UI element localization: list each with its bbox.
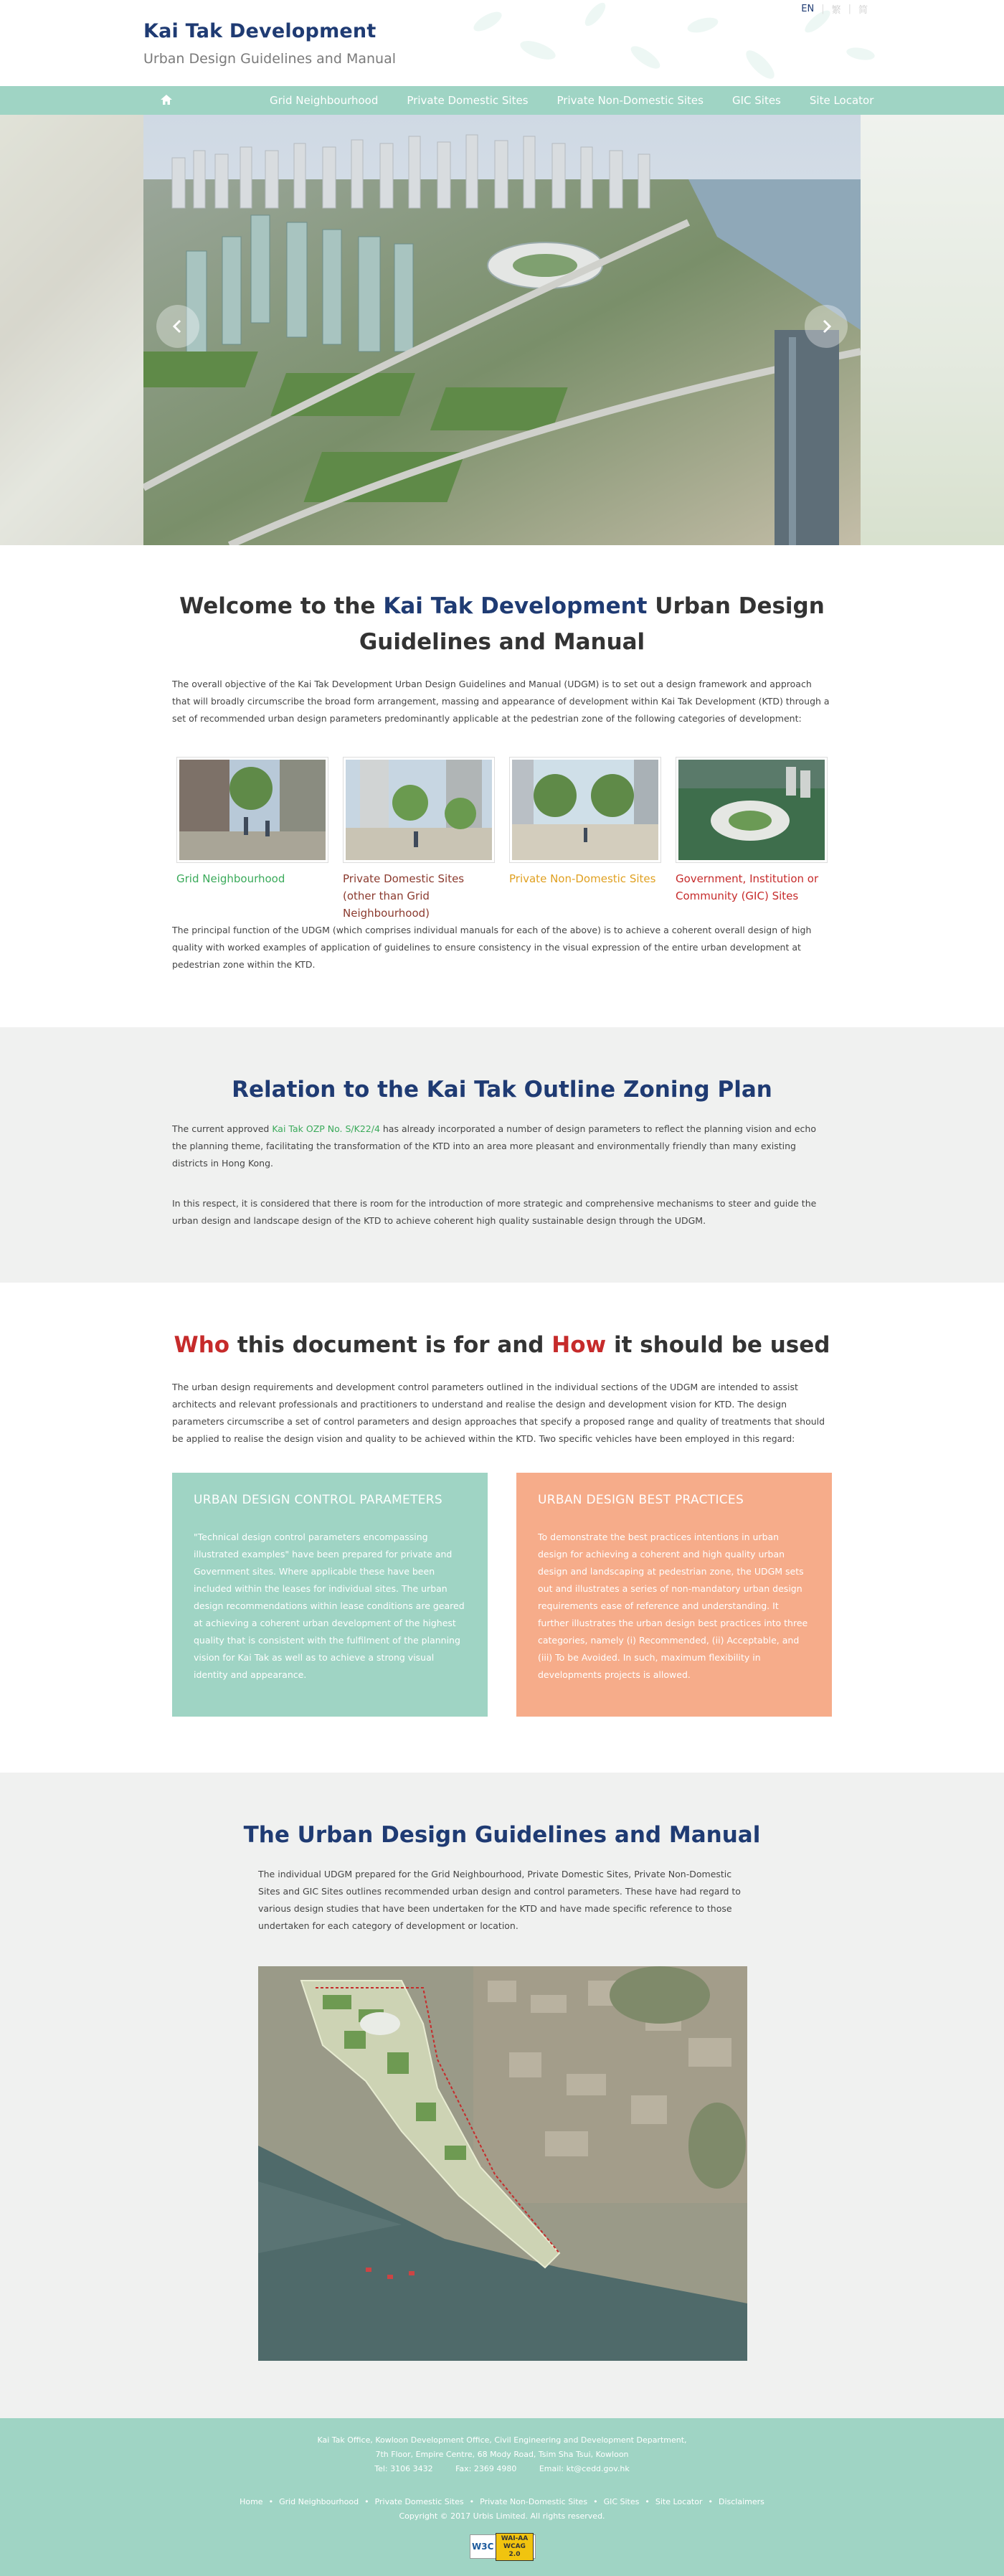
welcome-heading — [0, 588, 1004, 660]
footer-fax: Fax: 2369 4980 — [455, 2464, 517, 2473]
footer-link-grid-neighbourhood[interactable]: Grid Neighbourhood — [279, 2497, 359, 2506]
grid-neighbourhood-image — [179, 760, 326, 860]
control-parameters-box — [172, 1473, 488, 1717]
relation-section — [0, 1027, 1004, 1283]
lang-en-link[interactable]: EN — [801, 4, 815, 14]
footer-link-gic-sites[interactable]: GIC Sites — [603, 2497, 640, 2506]
best-practices-title: URBAN DESIGN BEST PRACTICES — [538, 1493, 744, 1507]
lang-divider: | — [848, 4, 851, 14]
category-image[interactable] — [343, 757, 495, 863]
kai-tak-site-map-image — [258, 1966, 747, 2361]
nav-item-private-domestic[interactable]: Private Domestic Sites — [407, 94, 529, 107]
main-nav — [0, 86, 1004, 115]
relation-paragraph-1 — [172, 1120, 832, 1172]
category-card-private-non-domestic[interactable] — [509, 757, 661, 922]
footer-email[interactable]: Email: kt@cedd.gov.hk — [539, 2464, 630, 2473]
relation-heading — [0, 1072, 1004, 1108]
hero-carousel — [0, 115, 1004, 545]
welcome-intro-text: The overall objective of the Kai Tak Development Urban Design Guidelines and Manual (UDGM) is to set out a design framework and approach that will broadly circumscribe the broad form arrangement, massing and appearance of development within Kai Tak Development (KTD) through a set of recommended urban design parameters predominantly applicable at the pedestrian zone of the following categories of development: — [172, 679, 830, 724]
who-intro-text: The urban design requirements and development control parameters outlined in the individual sections of the UDGM are intended to assist architects and relevant professionals and practitioners to understand and realise the design and development vision for KTD. The design parameters circumscribe a set of control parameters and design approaches that specify a proposed range and quality of treatments that should be applied to realise the design vision and quality to be achieved within the KTD. Two specific vehicles have been employed in this regard: — [172, 1382, 825, 1444]
udgm-section — [0, 1773, 1004, 2418]
category-image[interactable] — [676, 757, 828, 863]
relation-heading-text: Relation to the Kai Tak Outline Zoning Plan — [232, 1077, 772, 1103]
footer-separator: • — [593, 2497, 598, 2506]
who-heading-who: Who — [174, 1332, 230, 1358]
hero-fade-right — [861, 115, 1004, 545]
wcag-label: WAI-AA WCAG 2.0 — [496, 2533, 534, 2561]
chevron-left-icon — [170, 319, 186, 334]
lang-divider: | — [821, 4, 825, 14]
welcome-outro-text: The principal function of the UDGM (which comprises individual manuals for each of the above) is to achieve a coherent overall design of high quality with worked examples of application of guidelines to ensure consistency in the visual expression of the entire urban development at pedestrian zone within the KTD. — [172, 925, 812, 970]
control-parameters-text: "Technical design control parameters encompassing illustrated examples" have been prepared for private and Government sites. Where applicable these have been included within the leases for individual sites. The urban design recommendations within lease conditions are geared at achieving a coherent urban development of the highest quality that is consistent with the fulfilment of the planning vision for Kai Tak as well as to achieve a strong visual identity and appearance. — [194, 1532, 465, 1680]
hero-aerial-rendering — [143, 115, 861, 545]
footer-links — [0, 2497, 1004, 2506]
who-heading-mid: this document is for and — [229, 1332, 552, 1358]
welcome-heading-pre: Welcome to the — [179, 593, 384, 619]
wcag-badge[interactable] — [470, 2534, 536, 2559]
nav-item-private-non-domestic[interactable]: Private Non-Domestic Sites — [557, 94, 704, 107]
brand[interactable] — [143, 20, 396, 67]
hero-fade-left — [0, 115, 143, 545]
footer-link-private-domestic[interactable]: Private Domestic Sites — [374, 2497, 464, 2506]
private-domestic-image — [346, 760, 492, 860]
nav-item-grid-neighbourhood[interactable]: Grid Neighbourhood — [270, 94, 379, 107]
footer-copyright: Copyright © 2017 Urbis Limited. All rights reserved. — [399, 2511, 605, 2521]
category-card-gic-sites[interactable] — [676, 757, 828, 922]
category-thumbnails — [176, 757, 828, 922]
category-label-gic-sites[interactable]: Government, Institution or Community (GIC) Sites — [676, 872, 819, 902]
footer-separator: • — [708, 2497, 713, 2506]
udgm-heading-text: The Urban Design Guidelines and Manual — [243, 1822, 761, 1848]
site-footer — [0, 2418, 1004, 2576]
udgm-text: The individual UDGM prepared for the Grid Neighbourhood, Private Domestic Sites, Private Non-Domestic Sites and GIC Sites outlines recommended urban design and control parameters. These have had regard to various design studies that have been undertaken for the KTD and have made specific reference to those undertaken for each category of development or location. — [258, 1869, 741, 1931]
who-heading-post: it should be used — [606, 1332, 830, 1358]
footer-tel: Tel: 3106 3432 — [374, 2464, 433, 2473]
category-card-grid-neighbourhood[interactable] — [176, 757, 328, 922]
category-image[interactable] — [509, 757, 661, 863]
category-label-private-non-domestic[interactable]: Private Non-Domestic Sites — [509, 872, 656, 885]
relation-p1-post: has already incorporated a number of design parameters to reflect the planning vision and echo the planning theme, facilitating the transformation of the KTD into an area more pleasant and environmentally friendly than many existing districts in Hong Kong. — [172, 1123, 816, 1169]
site-subtitle: Urban Design Guidelines and Manual — [143, 51, 396, 67]
best-practices-box — [516, 1473, 832, 1717]
category-card-private-domestic[interactable] — [343, 757, 495, 922]
best-practices-text: To demonstrate the best practices intentions in urban design for achieving a coherent and high quality urban design and landscaping at pedestrian zone, the UDGM sets out and illustrates a series of non-mandatory urban design requirements ease of reference and understanding. It further illustrates the urban design best practices into three categories, namely (i) Recommended, (ii) Acceptable, and (iii) To be Avoided. In such, maximum flexibility in developments projects is allowed. — [538, 1532, 808, 1680]
relation-p1-pre: The current approved — [172, 1123, 273, 1134]
private-non-domestic-image — [512, 760, 658, 860]
welcome-heading-line2: Guidelines and Manual — [359, 629, 645, 655]
w3c-logo: W3C — [472, 2542, 494, 2552]
relation-paragraph-2: In this respect, it is considered that there is room for the introduction of more strategic and comprehensive mechanisms to steer and guide the urban design and landscape design of the KTD to achieve coherent high quality sustainable design through the UDGM. — [172, 1198, 817, 1226]
chevron-right-icon — [818, 319, 834, 334]
control-parameters-title: URBAN DESIGN CONTROL PARAMETERS — [194, 1493, 443, 1507]
carousel-next-button[interactable] — [805, 305, 848, 348]
category-label-private-domestic[interactable]: Private Domestic Sites (other than Grid Neighbourhood) — [343, 872, 465, 920]
footer-address-line-1: Kai Tak Office, Kowloon Development Office, Civil Engineering and Development Department, — [317, 2435, 687, 2445]
category-label-grid-neighbourhood[interactable]: Grid Neighbourhood — [176, 872, 285, 885]
who-heading — [0, 1327, 1004, 1363]
carousel-prev-button[interactable] — [156, 305, 199, 348]
nav-items — [270, 86, 888, 115]
welcome-heading-post: Urban Design — [647, 593, 825, 619]
gic-sites-image — [678, 760, 825, 860]
footer-separator: • — [645, 2497, 650, 2506]
footer-separator: • — [268, 2497, 274, 2506]
lang-sc-link[interactable]: 简 — [858, 5, 868, 16]
footer-address-line-2: 7th Floor, Empire Centre, 68 Mody Road, Tsim Sha Tsui, Kowloon — [375, 2450, 629, 2459]
footer-separator: • — [469, 2497, 475, 2506]
footer-link-private-non-domestic[interactable]: Private Non-Domestic Sites — [480, 2497, 588, 2506]
footer-link-site-locator[interactable]: Site Locator — [655, 2497, 703, 2506]
udgm-heading — [0, 1817, 1004, 1853]
footer-separator: • — [364, 2497, 369, 2506]
nav-item-site-locator[interactable]: Site Locator — [809, 94, 874, 107]
footer-link-disclaimers[interactable]: Disclaimers — [719, 2497, 764, 2506]
footer-contact — [0, 2464, 1004, 2473]
ozp-link[interactable]: Kai Tak OZP No. S/K22/4 — [272, 1123, 380, 1134]
welcome-heading-highlight: Kai Tak Development — [383, 593, 648, 619]
footer-link-home[interactable]: Home — [240, 2497, 263, 2506]
category-image[interactable] — [176, 757, 328, 863]
nav-item-gic-sites[interactable]: GIC Sites — [731, 94, 781, 107]
lang-tc-link[interactable]: 繁 — [831, 5, 841, 16]
welcome-section — [0, 545, 1004, 1027]
site-title[interactable]: Kai Tak Development — [143, 20, 376, 42]
who-section — [0, 1283, 1004, 1773]
who-heading-how: How — [551, 1332, 607, 1358]
site-header — [0, 0, 1004, 86]
home-icon[interactable] — [159, 93, 174, 107]
language-switcher — [801, 2, 868, 16]
